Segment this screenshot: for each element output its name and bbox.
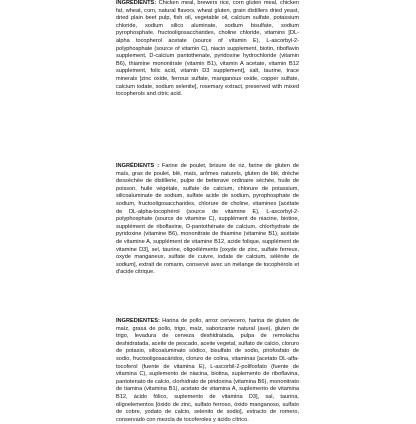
ingredients-french-text: Farine de poulet, brisure de riz, farine de gluten de maïs, gras de poulet, blé, maïs, arômes naturels, gluten de blé, drèche desséchée de distillerie, pulpe de betterave ordinaire séchée, huile de poisson, huile végétale, sulfate de calcium, chlorure de potassium, silicoaluminate de sodium, sulfate acide de sodium, pyrophosphate de sodium, fructooligosaccharides, chlorure de choline, vitamines [acétate de DL-alpha-tocophérol (source de vitamine E), L-ascorbyl-2-polyphosphate (source de vitamine C), supplément de niacine, biotine, supplément de riboflavine, D-pantothénate de calcium, chlorhydrate de pyridoxine (vitamine B6), mononitrate de thiamine (vitamine B1), acétate de vitamine A, supplément de vitamine B12, acide folique, supplément de vitamine D3], sel, taurine, oligoéléments [oxyde de zinc, sulfate ferreux, oxyde manganeux, sulfate de cuivre, iodate de calcium, sélénite de sodium], extrait de romarin, conservé avec un mélange de tocophérols et d'acide citrique. — [116, 163, 299, 276]
ingredients-spanish — [116, 318, 299, 424]
ingredients-english-heading: INGREDIENTS: — [116, 0, 157, 6]
ingredients-english — [116, 0, 299, 99]
ingredients-french-heading: INGRÉDIENTS : — [116, 163, 159, 169]
ingredients-french — [116, 163, 299, 277]
ingredients-english-text: Chicken meal, brewers rice, corn gluten meal, chicken fat, wheat, corn, natural flavors, wheat gluten, grain distillers dried yeast, dried plain beet pulp, fish oil, vegetable oil, calcium sulfate, potassium chloride, sodium silico aluminate, sodium bisulfate, sodium pyrophosphate, fructooligosaccharides, choline chloride, vitamins [DL-alpha tocopherol acetate (source of vitamin E), L-ascorbyl-2-polyphosphate (source of vitamin C), niacin supplement, biotin, riboflavin supplement, D-calcium pantothenate, pyridoxine hydrochloride (vitamin B6), thiamine mononitrate (vitamin B1), vitamin A acetate, vitamin B12 supplement, folic acid, vitamin D3 supplement], salt, taurine, trace minerals [zinc oxide, ferrous sulfate, manganous oxide, copper sulfate, calcium iodate, sodium selenite], rosemary extract, preserved with mixed tocopherols and citric acid. — [116, 0, 299, 98]
ingredients-spanish-heading: INGREDIENTES: — [116, 318, 160, 324]
ingredients-spanish-text: Harina de pollo, arroz cervecero, harina de gluten de maíz, grasa de pollo, trigo, maíz, saborizante natural (ave), gluten de trigo, levadura de cerveza deshidratada, pulpa de remolacha deshidratada, aceite de pescado, aceite vegetal, sulfato de calcio, cloruro de potasio, silicoaluminato sódico, bisulfato de sodio, pirofosfato de sodio, fructooligosacáridos, cloruro de colina, vitaminas [acetato DL-alfa-tocoferol (fuente de vitamina E), L-ascorbil-2-polifosfato (fuente de vitamina C), suplemento de niacina, biotina, suplemento de riboflavina, pantotenato de calcio, clorhidrato de piridoxina (vitamina B6), mononitrato de tiamina (vitamina B1), acetato de vitamina A, suplemento de vitamina B12, ácido fólico, suplemento de vitamina D3], sal, taurina, oligoelementos [óxido de zinc, sulfato ferroso, óxido manganoso, sulfato de cobre, yodato de calcio, selenito de sodio], extracto de romero, conservado con mezcla de tocoferoles y ácido cítrico. — [116, 318, 299, 423]
